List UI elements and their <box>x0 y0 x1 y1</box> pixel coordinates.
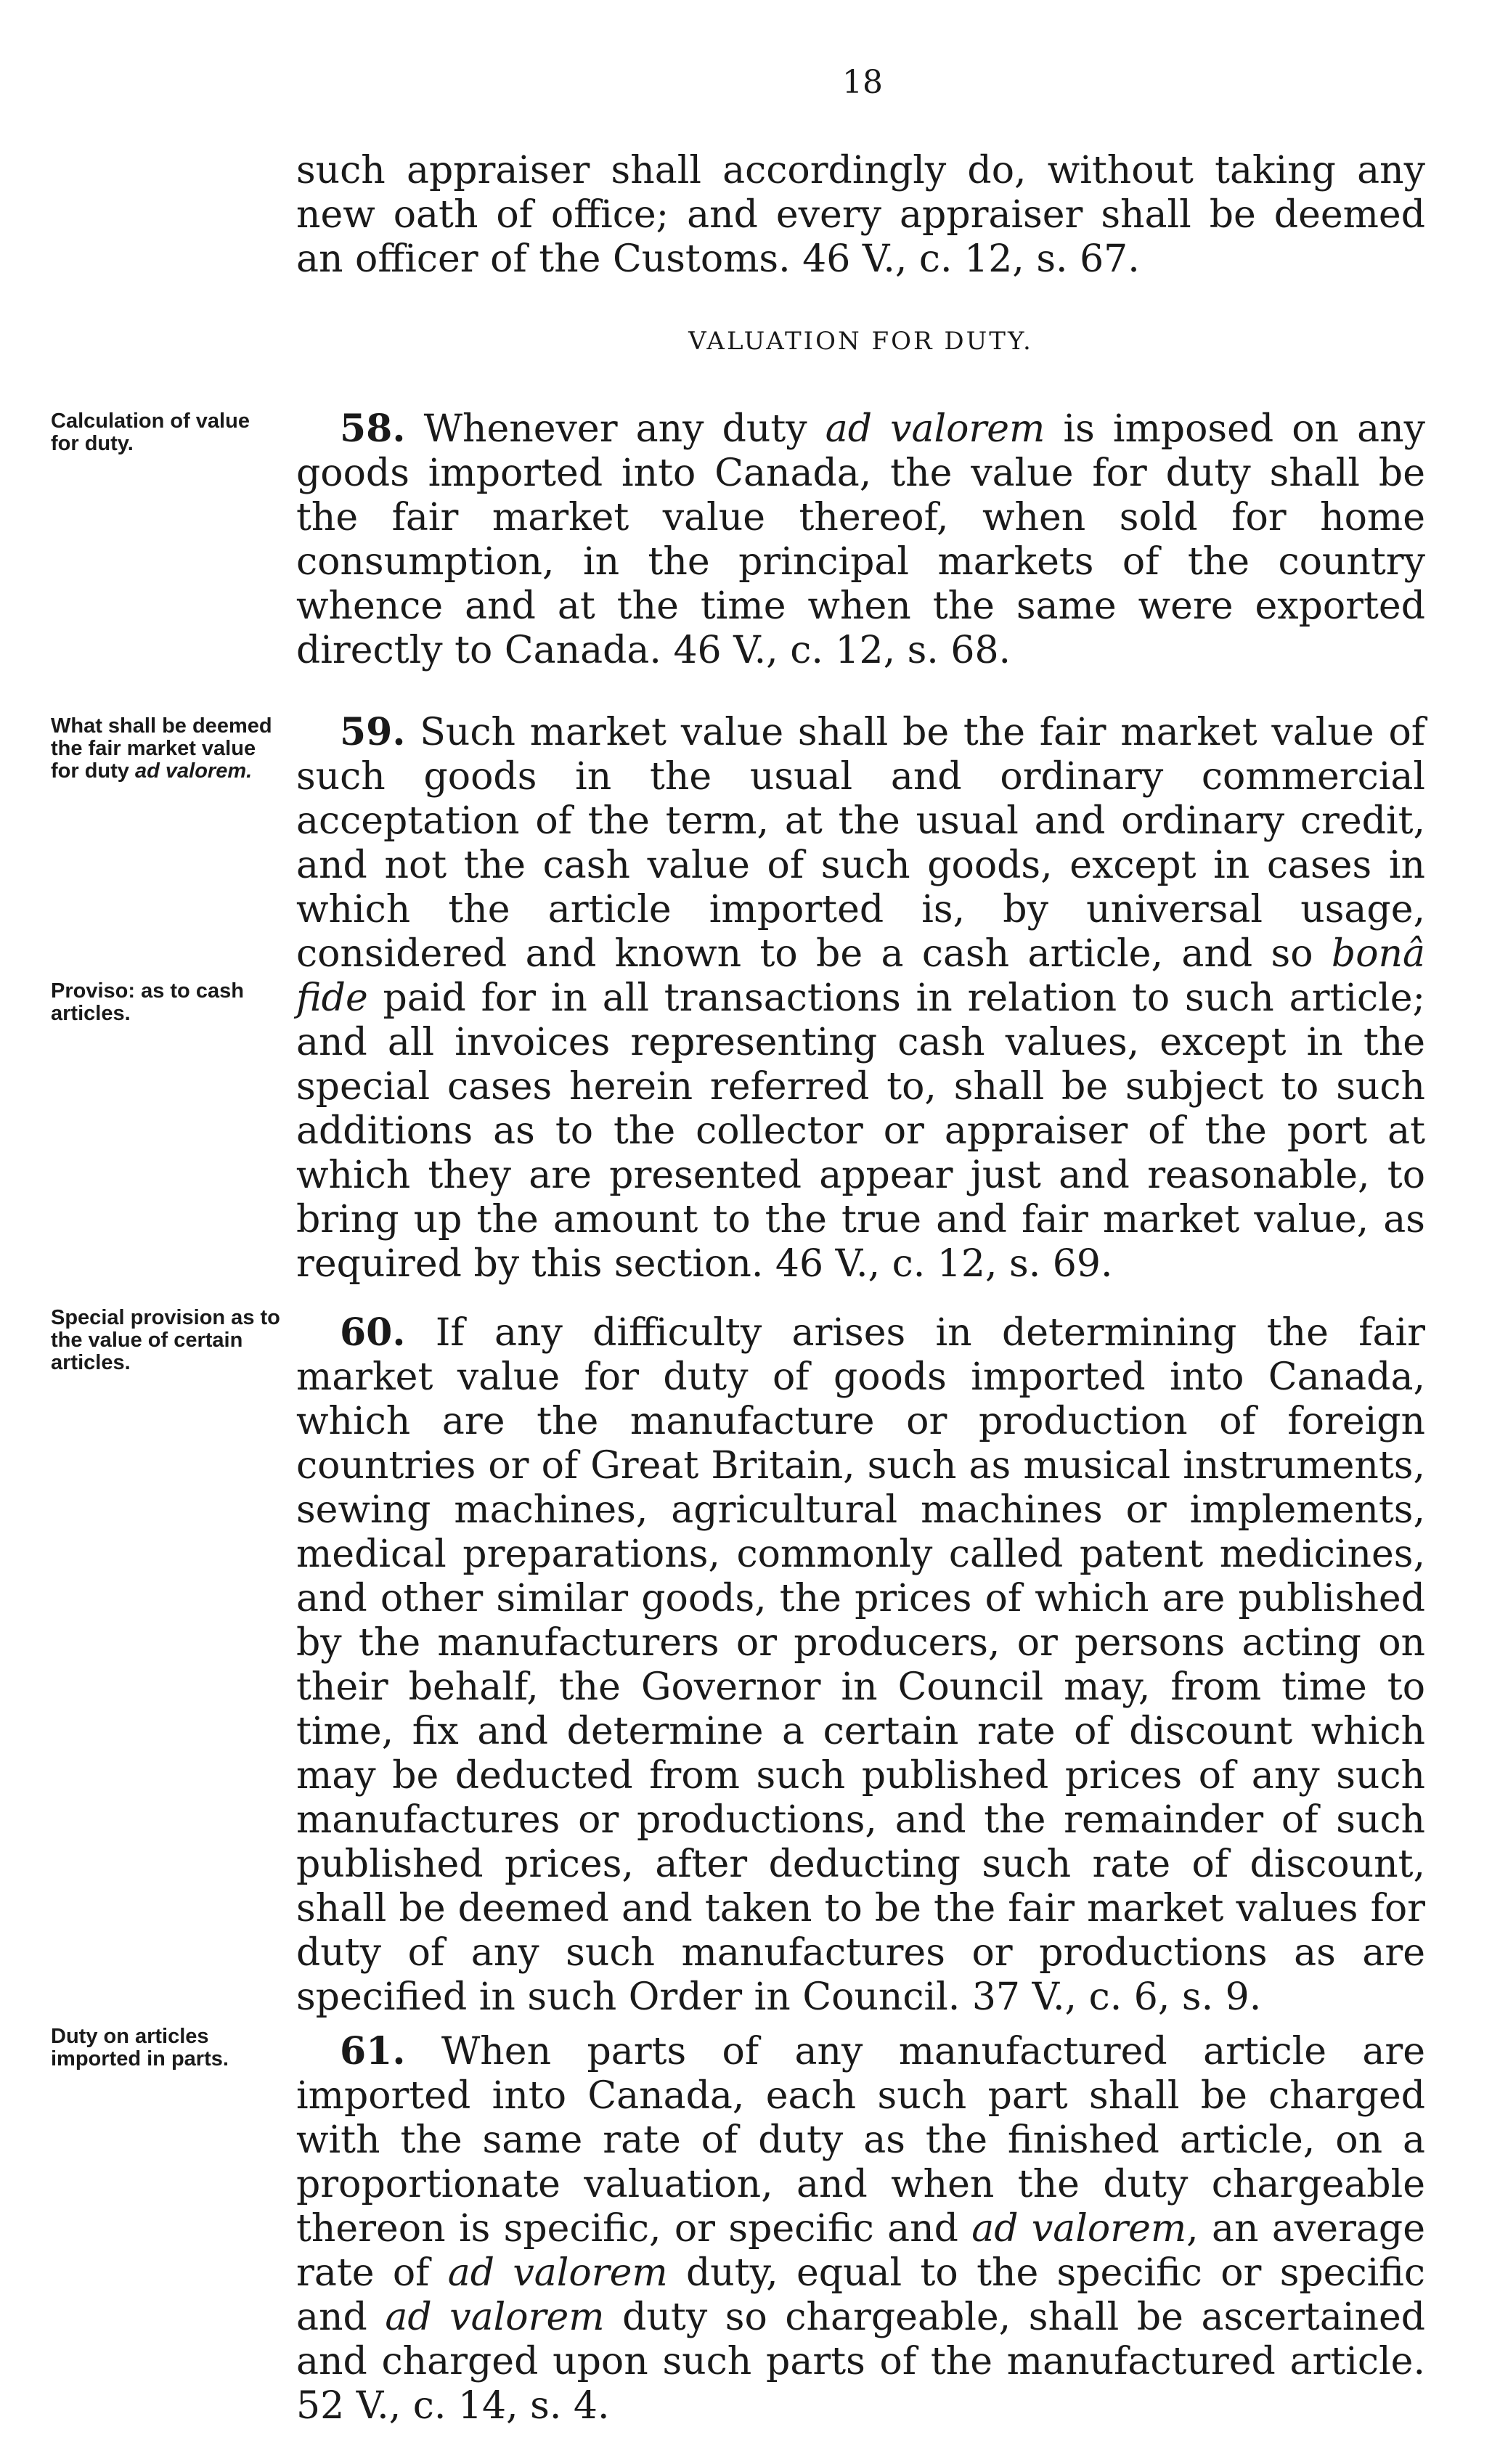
section-60-number: 60. <box>340 1310 406 1355</box>
sidenote-59-a-text: What shall be deemed the fair market value for duty <box>51 714 272 783</box>
intro-text: such appraiser shall accordingly do, without taking any new oath of office; and every appraiser shall be deemed an officer of the Customs. 46 V., c. 12, s. 67. <box>296 149 1425 281</box>
section-59 <box>296 710 1425 1286</box>
section-59-number: 59. <box>340 710 406 754</box>
section-heading: VALUATION FOR DUTY. <box>688 327 1033 356</box>
section-58-italic-1: ad valorem <box>825 407 1045 451</box>
section-61-text-3: duty, equal to the specific or specific and <box>296 2251 1426 2339</box>
section-61-italic-2: ad valorem <box>447 2251 668 2295</box>
sidenote-58: Calculation of value for duty. <box>51 409 250 455</box>
section-61-text-2: , an average rate of <box>296 2207 1425 2295</box>
section-58-number: 58. <box>340 407 406 451</box>
section-58-text-1: Whenever any duty <box>423 407 826 451</box>
sidenote-60: Special provision as to the value of certain articles. <box>51 1306 280 1374</box>
sidenote-59-b: Proviso: as to cash articles. <box>51 979 244 1025</box>
page-number: 18 <box>842 64 883 101</box>
section-58-text-2: is imposed on any goods imported into Canada, the value for duty shall be the fair market value thereof, when sold for home consumption, in the principal markets of the country whence and at the time when the same were exported directly to Canada. 46 V., c. 12, s. 68. <box>296 407 1425 672</box>
sidenote-61: Duty on articles imported in parts. <box>51 2025 229 2071</box>
intro-paragraph <box>296 149 1425 282</box>
section-61-text-1: When parts of any manufactured article are imported into Canada, each such part shall be charged with the same rate of duty as the finished article, on a proportionate valuation, and when the duty chargeable thereon is specific, or specific and <box>296 2030 1426 2251</box>
sidenote-59-a-italic: ad valorem. <box>135 759 253 783</box>
section-61-italic-3: ad valorem <box>385 2296 605 2339</box>
section-61-text-4: duty so chargeable, shall be ascertained and charged upon such parts of the manufactured article. 52 V., c. 14, s. 4. <box>296 2296 1425 2428</box>
section-61-number: 61. <box>340 2029 406 2073</box>
section-59-text-2: paid for in all transactions in relation to such article; and all invoices representing cash values, except in the special cases herein referred to, shall be subject to such additions as to the collector or appraiser of the port at which they are presented appear just and reasonable, to bring up the amount to the true and fair market value, as required by this section. 46 V., c. 12, s. 69. <box>296 976 1425 1286</box>
section-60-text: If any difficulty arises in determining the fair market value for duty of goods imported into Canada, which are the manufacture or production of foreign countries or of Great Britain, such as musical instruments, sewing machines, agricultural machines or implements, medical preparations, commonly called patent medicines, and other similar goods, the prices of which are published by the manufacturers or producers, or persons acting on their behalf, the Governor in Council may, from time to time, fix and determine a certain rate of discount which may be deducted from such published prices of any such manufactures or productions, and the remainder of such published prices, after deducting such rate of discount, shall be deemed and taken to be the fair market values for duty of any such manufactures or productions as are specified in such Order in Council. 37 V., c. 6, s. 9. <box>296 1311 1426 2019</box>
section-59-text-1: Such market value shall be the fair market value of such goods in the usual and ordinary commercial acceptation of the term, at the usual and ordinary credit, and not the cash value of such goods, except in cases in which the article imported is, by universal usage, considered and known to be a cash article, and so <box>296 711 1425 976</box>
section-60 <box>296 1310 1425 2020</box>
section-59-italic-1: bonâ fide <box>296 932 1425 1020</box>
sidenote-59-a <box>51 715 283 783</box>
section-61 <box>296 2029 1425 2428</box>
section-58 <box>296 407 1425 673</box>
section-61-italic-1: ad valorem <box>971 2207 1187 2251</box>
